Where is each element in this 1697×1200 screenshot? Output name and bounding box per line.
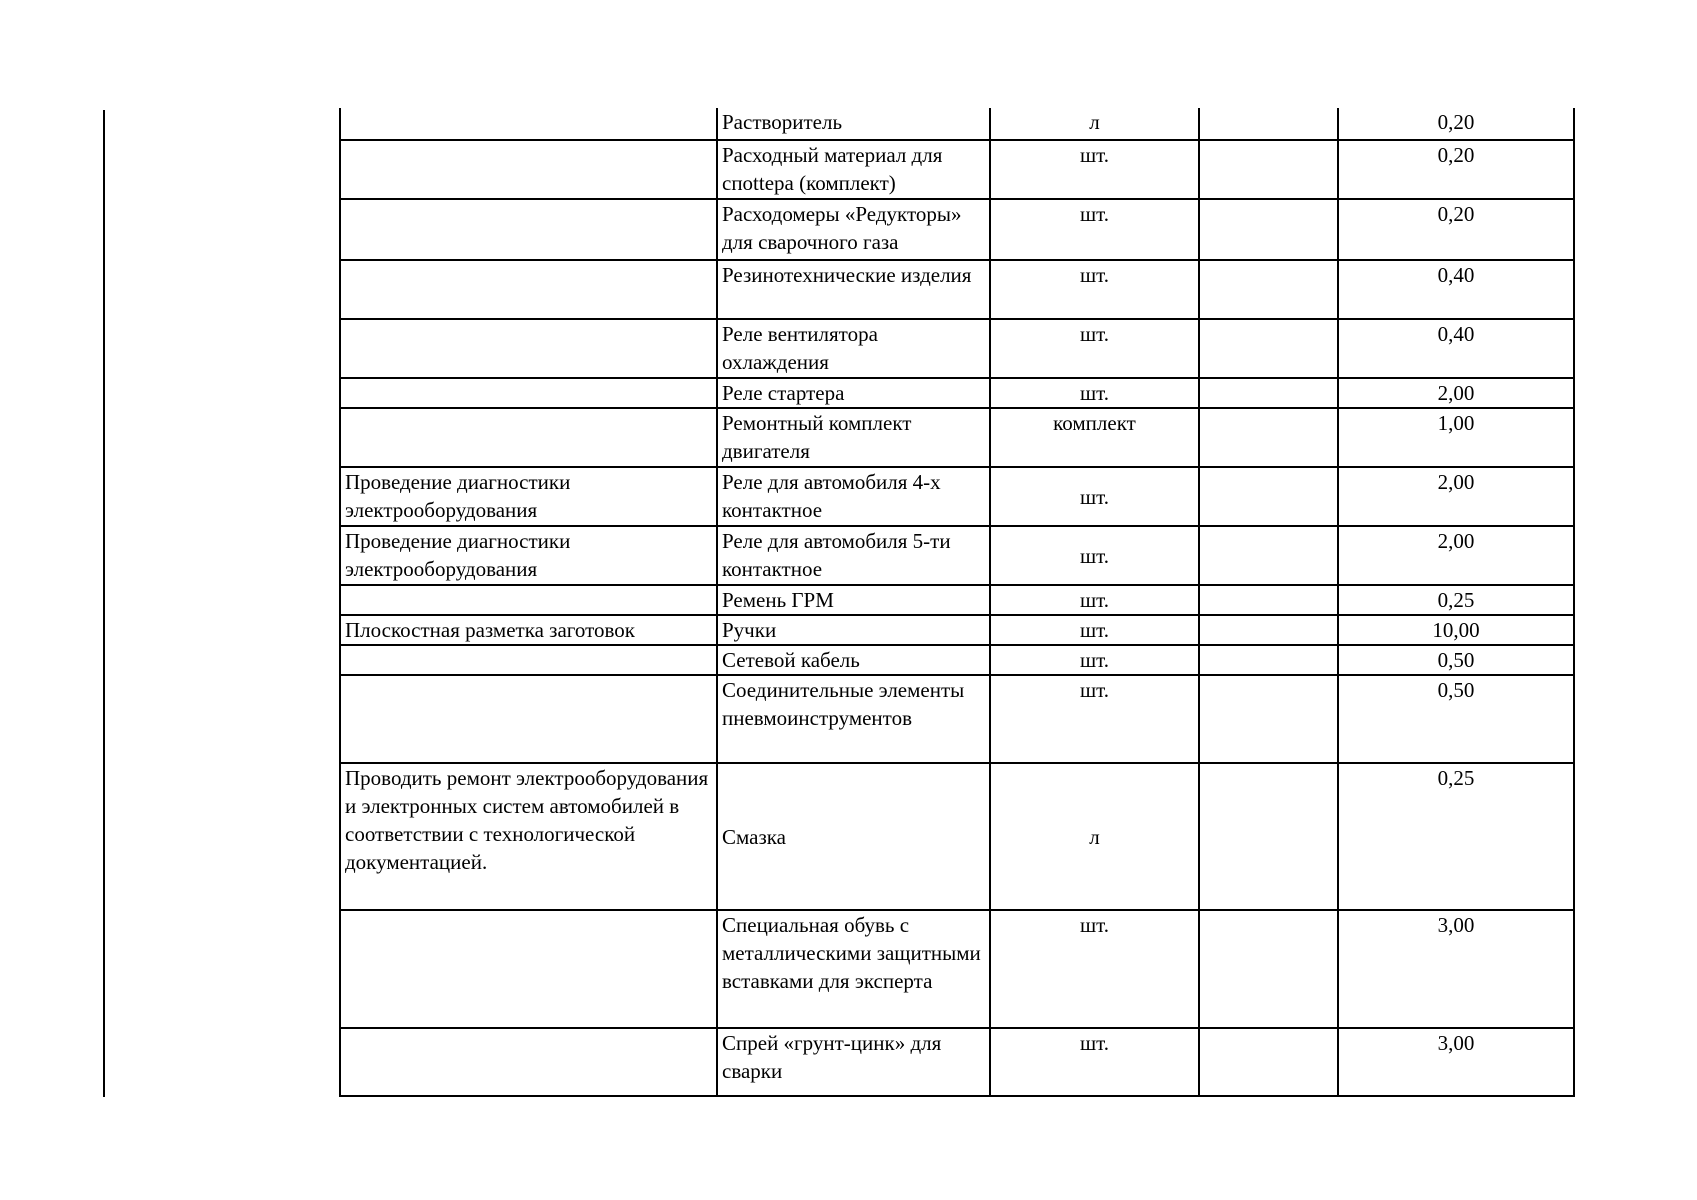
quantity-cell: 3,00 [1338,910,1574,1028]
table-row [340,467,1574,526]
work-cell [340,199,717,260]
table-row [340,108,1574,140]
unit-cell: шт. [990,467,1199,526]
unit-cell: л [990,763,1199,910]
unit-cell: шт. [990,260,1199,319]
unit-cell: шт. [990,526,1199,585]
material-name-cell: Реле для автомобиля 4-х контактное [717,467,990,526]
table-row [340,585,1574,615]
quantity-cell: 2,00 [1338,467,1574,526]
empty-cell [1199,615,1338,645]
quantity-cell: 2,00 [1338,526,1574,585]
quantity-cell: 10,00 [1338,615,1574,645]
work-cell: Проводить ремонт электрооборудования и электронных систем автомобилей в соответствии с технологической документацией. [340,763,717,910]
unit-cell: шт. [990,910,1199,1028]
unit-cell: шт. [990,645,1199,675]
materials-table [339,108,1575,1097]
quantity-cell: 0,25 [1338,585,1574,615]
empty-cell [1199,763,1338,910]
table-row [340,1028,1574,1096]
empty-cell [1199,199,1338,260]
unit-cell: шт. [990,140,1199,199]
quantity-cell: 0,20 [1338,108,1574,140]
table-row [340,526,1574,585]
work-cell: Проведение диагностики электрооборудования [340,526,717,585]
quantity-cell: 0,20 [1338,140,1574,199]
material-name-cell: Расходный материал для спottера (комплект) [717,140,990,199]
table-row [340,140,1574,199]
quantity-cell: 3,00 [1338,1028,1574,1096]
empty-cell [1199,526,1338,585]
quantity-cell: 0,40 [1338,319,1574,378]
unit-cell: шт. [990,675,1199,763]
material-name-cell: Соединительные элементы пневмоинструментов [717,675,990,763]
empty-cell [1199,260,1338,319]
material-name-cell: Ремонтный комплект двигателя [717,408,990,467]
empty-cell [1199,910,1338,1028]
unit-cell: шт. [990,319,1199,378]
work-cell: Плоскостная разметка заготовок [340,615,717,645]
material-name-cell: Специальная обувь с металлическими защитными вставками для эксперта [717,910,990,1028]
unit-cell: л [990,108,1199,140]
material-name-cell: Расходомеры «Редукторы» для сварочного газа [717,199,990,260]
empty-cell [1199,645,1338,675]
work-cell [340,910,717,1028]
work-cell [340,140,717,199]
left-margin-rule [103,110,105,1097]
unit-cell: комплект [990,408,1199,467]
material-name-cell: Реле стартера [717,378,990,408]
empty-cell [1199,585,1338,615]
empty-cell [1199,467,1338,526]
empty-cell [1199,1028,1338,1096]
unit-cell: шт. [990,199,1199,260]
unit-cell: шт. [990,615,1199,645]
quantity-cell: 0,20 [1338,199,1574,260]
work-cell [340,1028,717,1096]
work-cell [340,645,717,675]
unit-cell: шт. [990,378,1199,408]
work-cell [340,108,717,140]
table-row [340,260,1574,319]
quantity-cell: 0,50 [1338,675,1574,763]
table-row [340,645,1574,675]
table-row [340,408,1574,467]
work-cell [340,408,717,467]
empty-cell [1199,140,1338,199]
material-name-cell: Смазка [717,763,990,910]
material-name-cell: Реле вентилятора охлаждения [717,319,990,378]
material-name-cell: Ремень ГРМ [717,585,990,615]
material-name-cell: Резинотехнические изделия [717,260,990,319]
material-name-cell: Спрей «грунт-цинк» для сварки [717,1028,990,1096]
table-row [340,378,1574,408]
material-name-cell: Реле для автомобиля 5-ти контактное [717,526,990,585]
work-cell [340,585,717,615]
empty-cell [1199,108,1338,140]
material-name-cell: Сетевой кабель [717,645,990,675]
material-name-cell: Растворитель [717,108,990,140]
quantity-cell: 2,00 [1338,378,1574,408]
empty-cell [1199,319,1338,378]
empty-cell [1199,408,1338,467]
unit-cell: шт. [990,1028,1199,1096]
table-row [340,675,1574,763]
table-row [340,763,1574,910]
empty-cell [1199,675,1338,763]
material-name-cell: Ручки [717,615,990,645]
table-row [340,615,1574,645]
table-row [340,319,1574,378]
work-cell [340,378,717,408]
empty-cell [1199,378,1338,408]
quantity-cell: 1,00 [1338,408,1574,467]
work-cell [340,319,717,378]
quantity-cell: 0,25 [1338,763,1574,910]
table-row [340,199,1574,260]
work-cell [340,260,717,319]
work-cell [340,675,717,763]
quantity-cell: 0,40 [1338,260,1574,319]
unit-cell: шт. [990,585,1199,615]
quantity-cell: 0,50 [1338,645,1574,675]
table-row [340,910,1574,1028]
work-cell: Проведение диагностики электрооборудования [340,467,717,526]
